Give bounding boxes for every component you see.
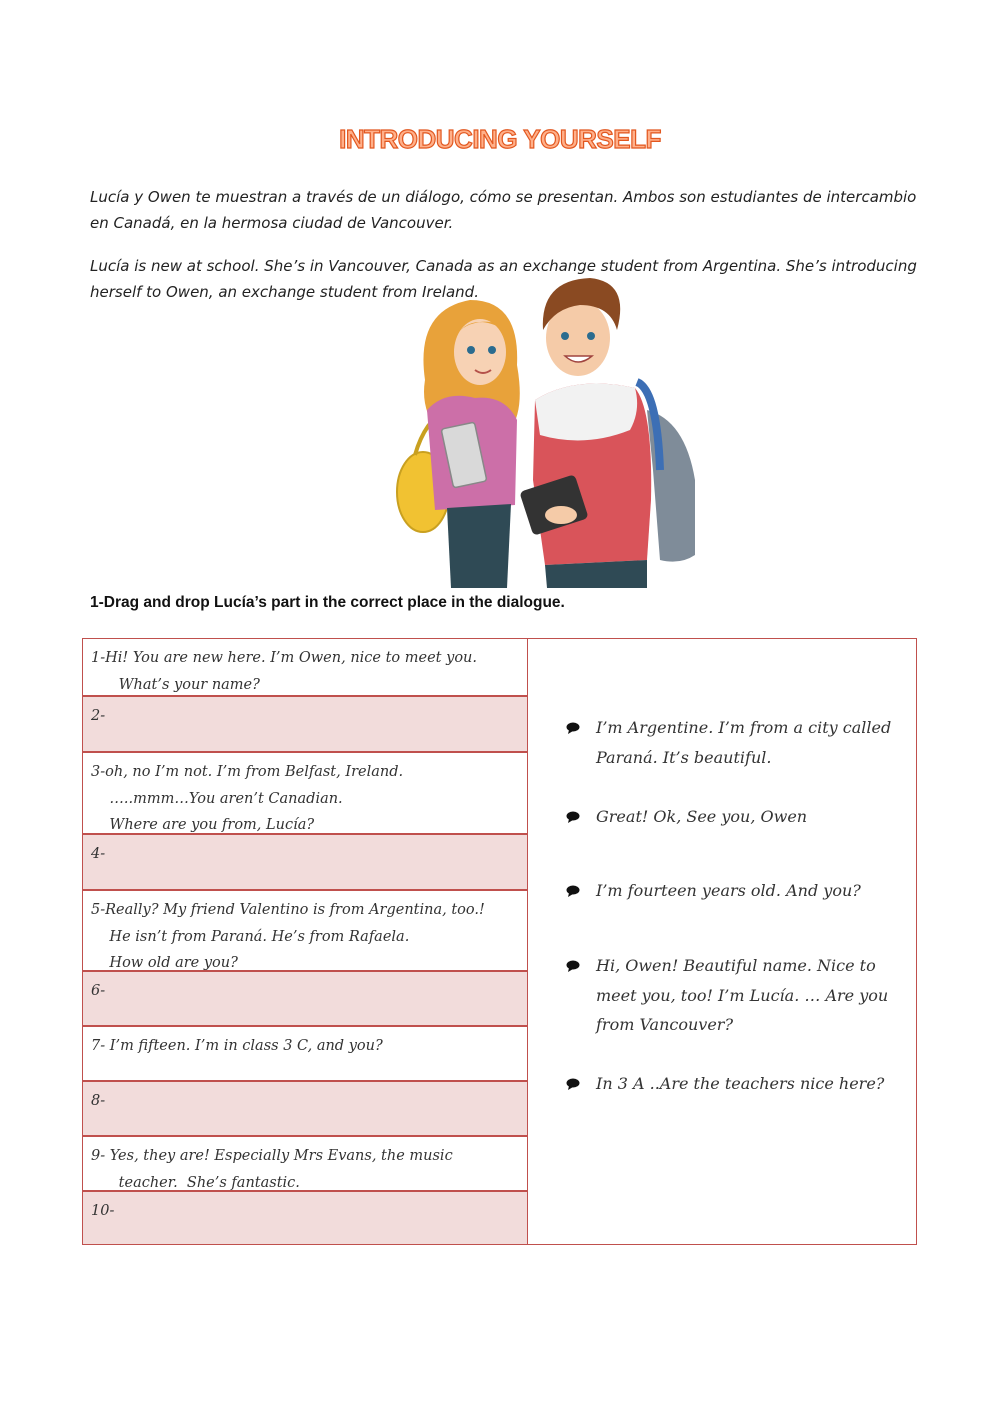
- drop-zone-4[interactable]: [82, 834, 528, 890]
- instruction-heading: 1-Drag and drop Lucía’s part in the correct place in the dialogue.: [90, 594, 565, 611]
- option-text: In 3 A ..Are the teachers nice here?: [596, 1074, 885, 1093]
- speech-bubble-icon: [566, 810, 580, 824]
- dialogue-text: 6-: [91, 983, 106, 999]
- intro-english: Lucía is new at school. She’s in Vancouver, Canada as an exchange student from Argentina. She’s introducing herself to Owen, an exchange student from Ireland.: [90, 257, 917, 301]
- dialogue-text: 8-: [91, 1093, 106, 1109]
- dialogue-text: 3-oh, no I’m not. I’m from Belfast, Ireland.: [91, 764, 404, 780]
- dialogue-text: What’s your name?: [91, 676, 260, 693]
- intro-spanish: Lucía y Owen te muestran a través de un diálogo, cómo se presentan. Ambos son estudiantes de intercambio en Canadá, en la hermosa ciudad de Vancouver.: [90, 188, 917, 232]
- dialogue-text: How old are you?: [91, 955, 238, 971]
- speech-bubble-icon: [566, 721, 580, 735]
- draggable-option[interactable]: [566, 951, 916, 1040]
- dialogue-text: 2-: [91, 708, 106, 724]
- option-text: Hi, Owen! Beautiful name. Nice to: [596, 956, 876, 975]
- drop-zone-6[interactable]: [82, 971, 528, 1026]
- students-illustration: [385, 270, 705, 588]
- draggable-option[interactable]: [566, 802, 916, 832]
- drop-zone-8[interactable]: [82, 1081, 528, 1136]
- dialogue-text: …..mmm…You aren’t Canadian.: [91, 790, 343, 807]
- draggable-option[interactable]: [566, 876, 916, 906]
- draggable-option[interactable]: [566, 1069, 916, 1099]
- dialogue-line-3: [82, 752, 528, 834]
- option-text: I’m Argentine. I’m from a city called: [596, 718, 892, 737]
- page-title: INTRODUCING YOURSELF: [339, 124, 661, 154]
- dialogue-text: 1-Hi! You are new here. I’m Owen, nice to meet you.: [91, 650, 477, 666]
- speech-bubble-icon: [566, 1077, 580, 1091]
- dialogue-text: 9- Yes, they are! Especially Mrs Evans, the music: [91, 1148, 453, 1164]
- speech-bubble-icon: [566, 959, 580, 973]
- option-text: I’m fourteen years old. And you?: [596, 881, 861, 900]
- dialogue-line-7: [82, 1026, 528, 1081]
- dialogue-line-9: [82, 1136, 528, 1191]
- drop-zone-10[interactable]: [82, 1191, 528, 1245]
- dialogue-text: 5-Really? My friend Valentino is from Argentina, too.!: [91, 902, 485, 918]
- option-text: Paraná. It’s beautiful.: [596, 747, 772, 767]
- speech-bubble-icon: [566, 884, 580, 898]
- dialogue-text: Where are you from, Lucía?: [91, 817, 315, 833]
- dialogue-text: 4-: [91, 846, 106, 862]
- dialogue-line-1: [82, 638, 528, 696]
- dialogue-line-5: [82, 890, 528, 971]
- drop-zone-2[interactable]: [82, 696, 528, 752]
- dialogue-text: teacher. She’s fantastic.: [91, 1174, 300, 1191]
- option-text: Great! Ok, See you, Owen: [596, 807, 808, 826]
- dialogue-text: He isn’t from Paraná. He’s from Rafaela.: [91, 928, 410, 945]
- dialogue-text: 7- I’m fifteen. I’m in class 3 C, and you?: [91, 1038, 383, 1054]
- draggable-option[interactable]: [566, 713, 916, 772]
- dialogue-text: 10-: [91, 1203, 115, 1219]
- option-text: from Vancouver?: [596, 1015, 734, 1034]
- option-text: meet you, too! I’m Lucía. … Are you: [596, 985, 889, 1005]
